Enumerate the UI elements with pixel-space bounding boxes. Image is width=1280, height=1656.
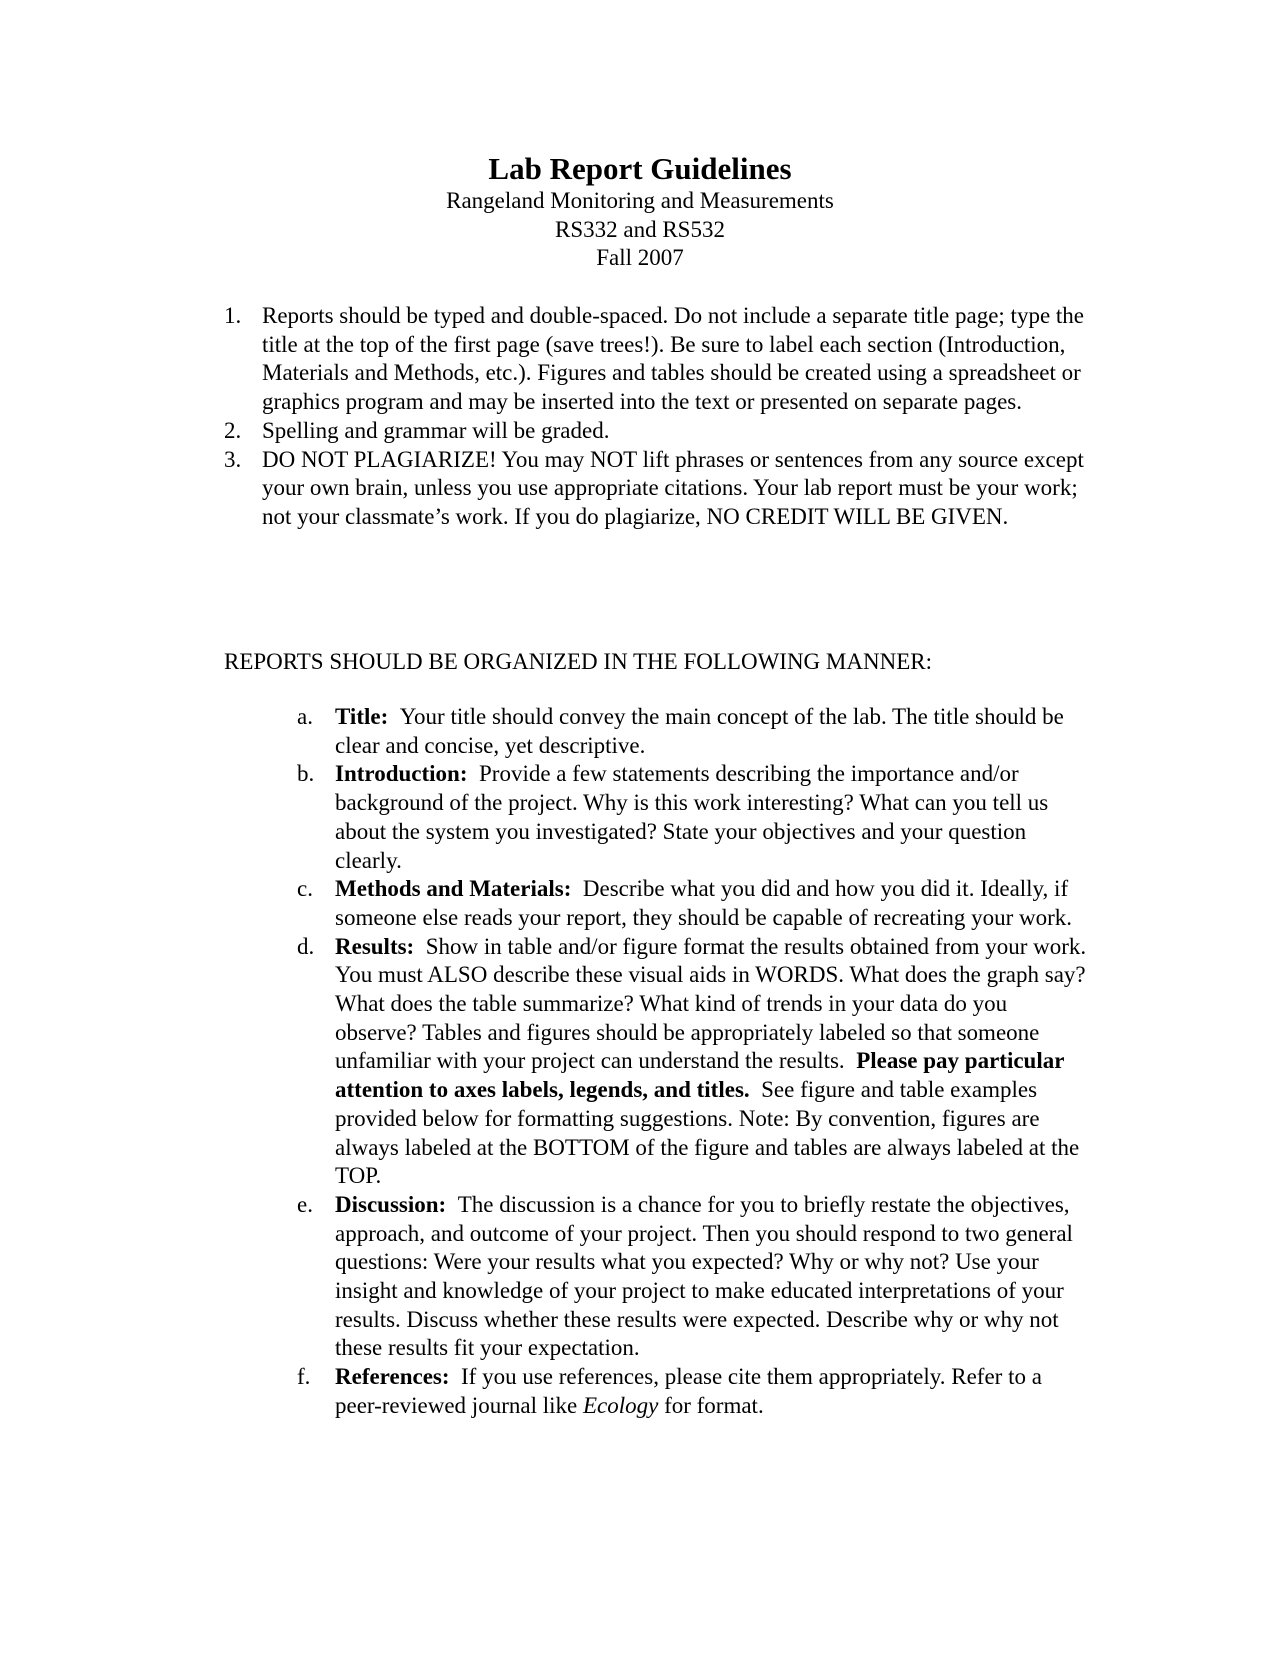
section-label: Introduction: [335, 761, 468, 787]
report-sections-list [297, 703, 1094, 1421]
section-text: Provide a few statements describing the importance and/or background of the project. Why is this work interesting? What can you tell us about the system you investigated? State your objectives and your question clearly. [335, 761, 1049, 873]
rule-number: 2. [224, 417, 242, 443]
section-text-after: for format. [664, 1392, 764, 1418]
section-discussion-item [297, 1191, 1094, 1363]
term: Fall 2007 [596, 245, 684, 270]
section-text: The discussion is a chance for you to briefly restate the objectives, approach, and outcome of your project. Then you should respond to two general questions: Were your results what you expected? Why or why not? Use your insight and knowledge of your project to make educated interpretations of your results. Discuss whether these results were expected. Describe why or why not these results fit your expectation. [335, 1191, 1073, 1361]
section-letter: a. [297, 704, 313, 729]
rule-text: Reports should be typed and double-spaced. Do not include a separate title page; type the title at the top of the first page (save trees!). Be sure to label each section (Introduction, Materials and Methods, etc.). Figures and tables should be created using a spreadsheet or graphics program and may be inserted into the text or presented on separate pages. [262, 303, 1085, 415]
journal-name: Ecology [582, 1392, 659, 1418]
rule-text: DO NOT PLAGIARIZE! You may NOT lift phrases or sentences from any source except your own brain, unless you use appropriate citations. Your lab report must be your work; not your classmate’s work. If you do plagiarize, NO CREDIT WILL BE GIVEN. [262, 446, 1084, 529]
section-letter: b. [297, 761, 315, 787]
section-letter: d. [297, 933, 315, 959]
section-text: Your title should convey the main concept of the lab. The title should be clear and concise, yet descriptive. [335, 704, 1064, 758]
rule-text: Spelling and grammar will be graded. [262, 417, 610, 443]
rule-number: 1. [224, 303, 242, 328]
course-codes: RS332 and RS532 [555, 217, 725, 242]
general-rules-list [224, 302, 1094, 532]
section-label: Discussion: [335, 1191, 447, 1217]
section-text: Describe what you did and how you did it. Ideally, if someone else reads your report, they should be capable of recreating your work. [335, 876, 1073, 930]
section-letter: e. [297, 1191, 313, 1217]
section-emphasis: Please pay particular attention to axes labels, legends, and titles. [335, 1048, 1065, 1103]
document-title: Lab Report Guidelines [488, 151, 792, 186]
course-name: Rangeland Monitoring and Measurements [446, 188, 834, 213]
section-results-item [297, 933, 1094, 1191]
section-text: Show in table and/or figure format the results obtained from your work. You must ALSO describe these visual aids in WORDS. What does the graph say? What does the table summarize? What kind of trends in your data do you observe? Tables and figures should be appropriately labeled so that someone unfamiliar with your project can understand the results. [335, 933, 1087, 1074]
section-label: Methods and Materials: [335, 876, 572, 902]
rule-item [224, 417, 1094, 446]
section-letter: c. [297, 876, 313, 902]
section-methods-item [297, 875, 1094, 932]
section-title-item [297, 703, 1094, 760]
section-label: Results: [335, 933, 415, 959]
section-text: If you use references, please cite them appropriately. Refer to a peer-reviewed journal like [335, 1364, 1042, 1418]
section-references-item [297, 1363, 1094, 1420]
rule-number: 3. [224, 446, 242, 472]
organization-heading: REPORTS SHOULD BE ORGANIZED IN THE FOLLOWING MANNER: [224, 649, 932, 674]
section-introduction-item [297, 760, 1094, 875]
section-label: Title: [335, 704, 389, 729]
rule-item [224, 446, 1094, 532]
rule-item [224, 302, 1094, 417]
section-letter: f. [297, 1364, 311, 1390]
section-text-after: See figure and table examples provided below for formatting suggestions. Note: By convention, figures are always labeled at the BOTTOM of the figure and tables are always labeled at the TOP. [335, 1077, 1080, 1189]
section-label: References: [335, 1364, 450, 1390]
